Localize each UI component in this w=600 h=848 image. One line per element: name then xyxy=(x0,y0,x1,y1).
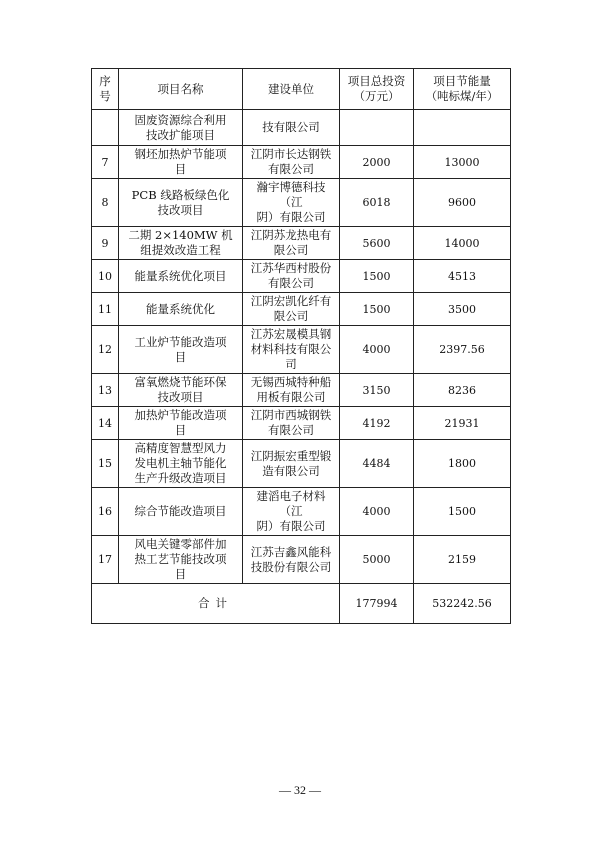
table-row xyxy=(92,374,511,407)
cell-builder: 瀚宇博德科技（江 阴）有限公司 xyxy=(243,179,340,227)
total-investment: 177994 xyxy=(340,584,414,624)
cell-project-name: 加热炉节能改造项 目 xyxy=(119,407,243,440)
cell-project-name: PCB 线路板绿色化 技改项目 xyxy=(119,179,243,227)
cell-builder: 技有限公司 xyxy=(243,110,340,146)
table-row xyxy=(92,488,511,536)
cell-no: 10 xyxy=(92,260,119,293)
cell-builder: 江苏吉鑫风能科 技股份有限公司 xyxy=(243,536,340,584)
cell-energy-saving: 1800 xyxy=(414,440,511,488)
cell-project-name: 二期 2×140MW 机 组提效改造工程 xyxy=(119,227,243,260)
cell-energy-saving: 14000 xyxy=(414,227,511,260)
header-project-name: 项目名称 xyxy=(119,69,243,110)
table-row xyxy=(92,326,511,374)
cell-investment: 2000 xyxy=(340,146,414,179)
cell-builder: 江阴振宏重型锻 造有限公司 xyxy=(243,440,340,488)
header-no: 序 号 xyxy=(92,69,119,110)
table-row xyxy=(92,179,511,227)
cell-builder: 江阴市西城钢铁 有限公司 xyxy=(243,407,340,440)
table-row xyxy=(92,536,511,584)
total-energy-saving: 532242.56 xyxy=(414,584,511,624)
cell-investment: 4192 xyxy=(340,407,414,440)
cell-project-name: 综合节能改造项目 xyxy=(119,488,243,536)
energy-project-table xyxy=(91,68,511,624)
cell-energy-saving xyxy=(414,110,511,146)
cell-no: 14 xyxy=(92,407,119,440)
cell-project-name: 能量系统优化 xyxy=(119,293,243,326)
cell-investment: 6018 xyxy=(340,179,414,227)
cell-project-name: 能量系统优化项目 xyxy=(119,260,243,293)
cell-investment xyxy=(340,110,414,146)
cell-investment: 4000 xyxy=(340,488,414,536)
cell-project-name: 风电关键零部件加 热工艺节能技改项 目 xyxy=(119,536,243,584)
cell-builder: 江阴宏凯化纤有 限公司 xyxy=(243,293,340,326)
cell-investment: 3150 xyxy=(340,374,414,407)
table-row xyxy=(92,293,511,326)
cell-no: 17 xyxy=(92,536,119,584)
header-investment: 项目总投资 （万元） xyxy=(340,69,414,110)
total-row xyxy=(92,584,511,624)
cell-builder: 江苏宏晟模具钢 材料科技有限公 司 xyxy=(243,326,340,374)
cell-project-name: 钢坯加热炉节能项 目 xyxy=(119,146,243,179)
cell-no: 9 xyxy=(92,227,119,260)
cell-builder: 建滔电子材料（江 阴）有限公司 xyxy=(243,488,340,536)
cell-project-name: 工业炉节能改造项 目 xyxy=(119,326,243,374)
header-builder: 建设单位 xyxy=(243,69,340,110)
cell-energy-saving: 2397.56 xyxy=(414,326,511,374)
cell-energy-saving: 9600 xyxy=(414,179,511,227)
cell-energy-saving: 4513 xyxy=(414,260,511,293)
table-row xyxy=(92,440,511,488)
table-row xyxy=(92,407,511,440)
cell-no xyxy=(92,110,119,146)
total-label: 合计 xyxy=(92,584,340,624)
cell-energy-saving: 13000 xyxy=(414,146,511,179)
cell-no: 7 xyxy=(92,146,119,179)
cell-energy-saving: 1500 xyxy=(414,488,511,536)
page-number: — 32 — xyxy=(279,783,321,797)
cell-project-name: 富氧燃烧节能环保 技改项目 xyxy=(119,374,243,407)
cell-investment: 1500 xyxy=(340,293,414,326)
cell-builder: 江苏华西村股份 有限公司 xyxy=(243,260,340,293)
cell-builder: 江阴市长达钢铁 有限公司 xyxy=(243,146,340,179)
cell-energy-saving: 21931 xyxy=(414,407,511,440)
header-energy-saving: 项目节能量 （吨标煤/年） xyxy=(414,69,511,110)
cell-energy-saving: 2159 xyxy=(414,536,511,584)
cell-project-name: 固废资源综合利用 技改扩能项目 xyxy=(119,110,243,146)
cell-no: 11 xyxy=(92,293,119,326)
cell-energy-saving: 3500 xyxy=(414,293,511,326)
table-row xyxy=(92,227,511,260)
cell-no: 13 xyxy=(92,374,119,407)
cell-no: 15 xyxy=(92,440,119,488)
cell-project-name: 高精度智慧型风力 发电机主轴节能化 生产升级改造项目 xyxy=(119,440,243,488)
cell-investment: 4000 xyxy=(340,326,414,374)
table-row xyxy=(92,146,511,179)
table-header-row xyxy=(92,69,511,110)
table-row xyxy=(92,110,511,146)
cell-investment: 5000 xyxy=(340,536,414,584)
cell-investment: 1500 xyxy=(340,260,414,293)
cell-no: 16 xyxy=(92,488,119,536)
cell-builder: 江阴苏龙热电有 限公司 xyxy=(243,227,340,260)
table-body xyxy=(92,110,511,584)
table-row xyxy=(92,260,511,293)
cell-energy-saving: 8236 xyxy=(414,374,511,407)
cell-no: 8 xyxy=(92,179,119,227)
cell-investment: 4484 xyxy=(340,440,414,488)
cell-investment: 5600 xyxy=(340,227,414,260)
cell-builder: 无锡西城特种船 用板有限公司 xyxy=(243,374,340,407)
cell-no: 12 xyxy=(92,326,119,374)
